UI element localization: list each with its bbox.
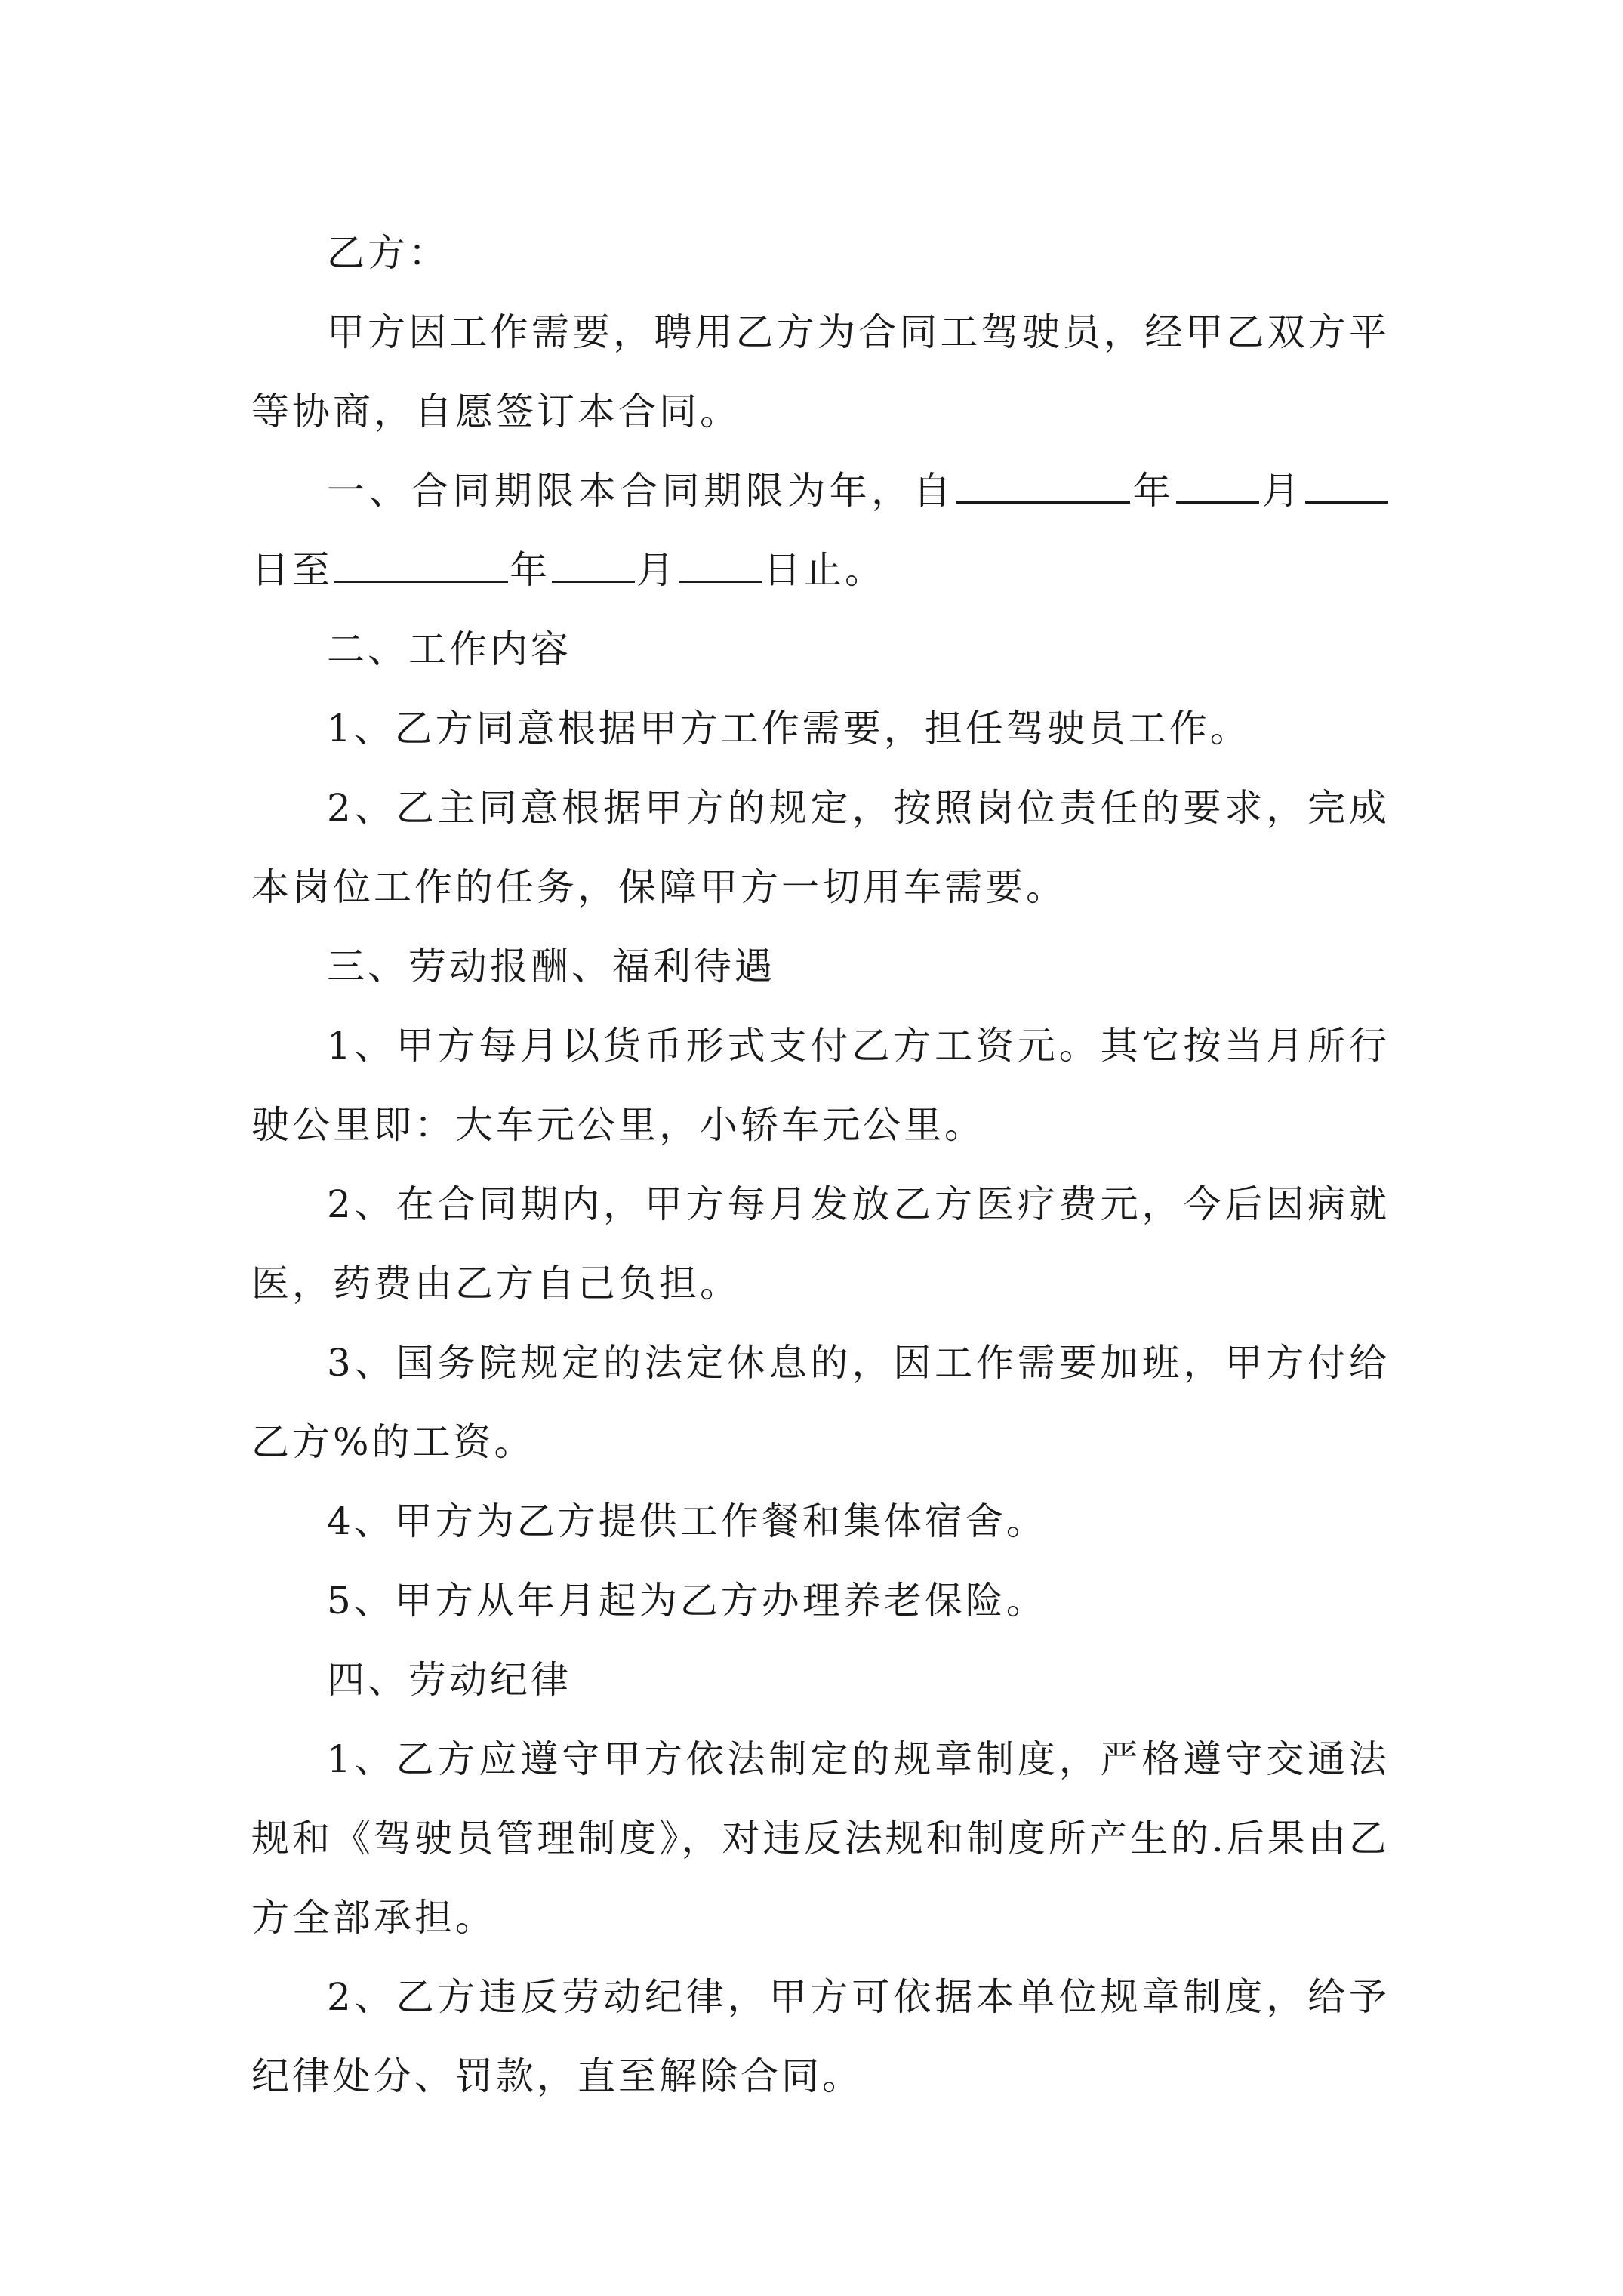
pay-item-3: 3、国务院规定的法定休息的，因工作需要加班，甲方付给乙方%的工资。 — [251, 1341, 1390, 1464]
pay-item-2: 2、在合同期内，甲方每月发放乙方医疗费元，今后因病就医，药费由乙方自己负担。 — [251, 1182, 1390, 1305]
end-month-label: 月 — [636, 548, 677, 592]
pay-item-5: 5、甲方从年月起为乙方办理养老保险。 — [327, 1579, 1047, 1623]
start-year-label: 年 — [1132, 469, 1175, 513]
work-item-1: 1、乙方同意根据甲方工作需要，担任驾驶员工作。 — [327, 707, 1251, 750]
end-year-label: 年 — [510, 548, 550, 592]
start-day-blank — [1305, 456, 1388, 504]
end-year-blank — [334, 535, 508, 583]
section-heading-work: 二、工作内容 — [327, 627, 571, 671]
party-b-label: 乙方： — [327, 231, 449, 275]
term-clause-lead: 一、合同期限本合同期限为年，自 — [327, 469, 956, 513]
end-day-label: 日止。 — [763, 548, 885, 592]
pay-item-1: 1、甲方每月以货币形式支付乙方工资元。其它按当月所行驶公里即：大车元公里，小轿车元公里。 — [251, 1024, 1390, 1147]
work-item-2: 2、乙主同意根据甲方的规定，按照岗位责任的要求，完成本岗位工作的任务，保障甲方一切用车需要。 — [251, 786, 1390, 909]
start-month-blank — [1176, 456, 1259, 504]
end-month-blank — [552, 535, 635, 583]
end-day-blank — [679, 535, 762, 583]
start-month-label: 月 — [1261, 469, 1304, 513]
start-year-blank — [956, 456, 1130, 504]
term-clause — [251, 451, 1390, 610]
start-day-to-label: 日至 — [251, 548, 333, 592]
section-heading-discipline: 四、劳动纪律 — [327, 1658, 571, 1702]
contract-body — [251, 214, 1390, 2116]
discipline-item-1: 1、乙方应遵守甲方依法制定的规章制度，严格遵守交通法规和《驾驶员管理制度》，对违反法规和制度所产生的.后果由乙方全部承担。 — [251, 1737, 1390, 1940]
section-heading-pay: 三、劳动报酬、福利待遇 — [327, 945, 775, 988]
pay-item-4: 4、甲方为乙方提供工作餐和集体宿舍。 — [327, 1499, 1047, 1543]
discipline-item-2: 2、乙方违反劳动纪律，甲方可依据本单位规章制度，给予纪律处分、罚款，直至解除合同。 — [251, 1975, 1390, 2098]
intro-paragraph: 甲方因工作需要，聘用乙方为合同工驾驶员，经甲乙双方平等协商，自愿签订本合同。 — [251, 310, 1390, 433]
